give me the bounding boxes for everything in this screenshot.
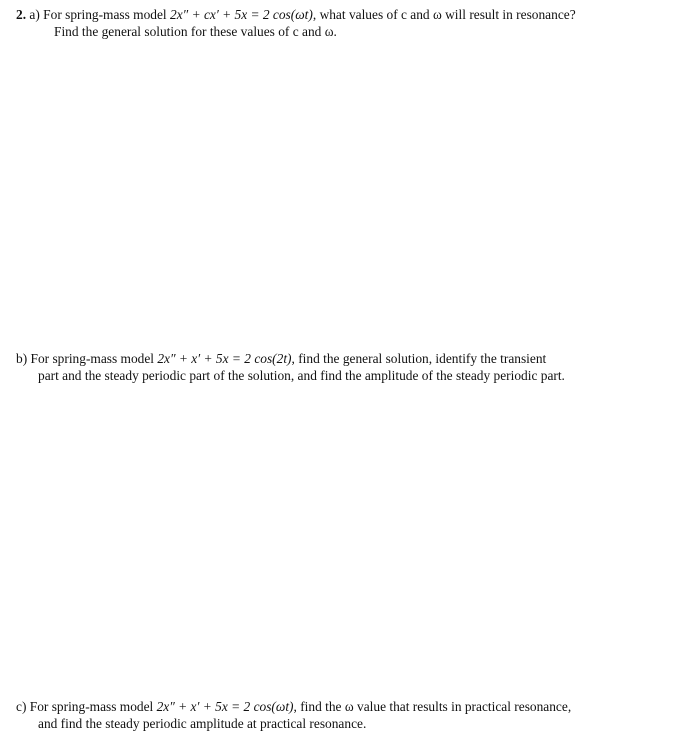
part-c-text-post: , find the ω value that results in practical resonance,: [293, 699, 572, 714]
part-b-text-post: , find the general solution, identify the transient: [291, 351, 547, 366]
part-c-line2: and find the steady periodic amplitude at practical resonance.: [38, 716, 367, 731]
part-b-text-pre: For spring-mass model: [30, 351, 154, 366]
problem-2a-line1: [16, 6, 694, 23]
part-c-equation: 2x″ + x′ + 5x = 2 cos(ωt): [156, 699, 294, 714]
part-a-label: a): [29, 7, 40, 22]
problem-2c-line1: [16, 698, 694, 715]
part-b-equation: 2x″ + x′ + 5x = 2 cos(2t): [157, 351, 292, 366]
part-a-line2: Find the general solution for these values of c and ω.: [54, 24, 337, 39]
problem-number: 2.: [16, 7, 27, 22]
problem-2c: [16, 698, 694, 732]
part-c-label: c): [16, 699, 27, 714]
part-a-text-post: , what values of c and ω will result in resonance?: [312, 7, 576, 22]
part-b-label: b): [16, 351, 28, 366]
problem-2b-line1: [16, 350, 694, 367]
part-a-equation: 2x″ + cx′ + 5x = 2 cos(ωt): [170, 7, 313, 22]
part-c-text-pre: For spring-mass model: [29, 699, 154, 714]
part-b-line2: part and the steady periodic part of the solution, and find the amplitude of the steady periodic part.: [38, 368, 565, 383]
problem-2a: [16, 6, 694, 40]
problem-2b: [16, 350, 694, 384]
part-a-text-pre: For spring-mass model: [43, 7, 167, 22]
